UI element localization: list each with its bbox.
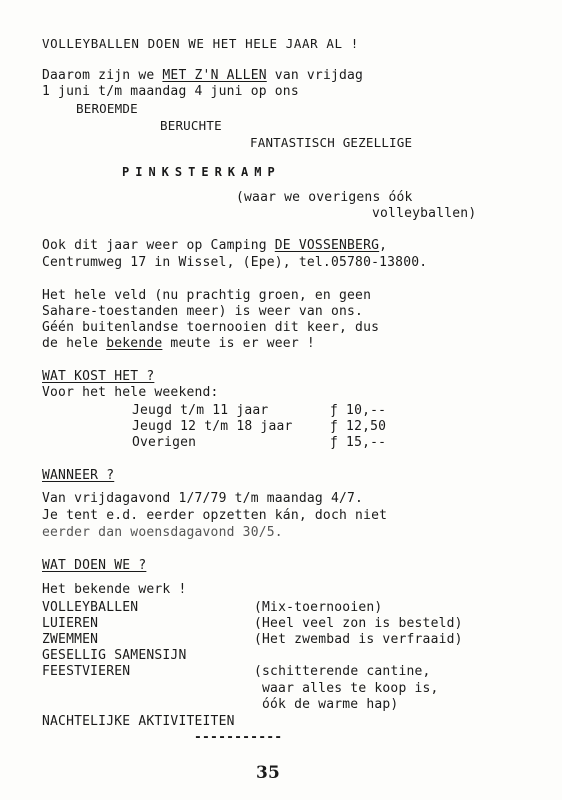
- activity-note: (Mix-toernooien): [254, 600, 383, 615]
- costs-heading: WAT KOST HET ?: [42, 369, 155, 384]
- activity-note: (Heel veel zon is besteld): [254, 616, 463, 631]
- camp-note-1: (waar we overigens óók: [236, 190, 413, 205]
- page-number: 35: [256, 763, 281, 783]
- activity-last: NACHTELIJKE AKTIVITEITEN: [42, 714, 235, 729]
- cost-price: ƒ 10,--: [330, 403, 387, 418]
- activity-note: (Het zwembad is verfraaid): [254, 632, 463, 647]
- activity-label: VOLLEYBALLEN: [42, 600, 139, 615]
- activity-label: LUIEREN: [42, 616, 99, 631]
- intro-line-1-pre: Daarom zijn we: [42, 68, 163, 83]
- page-heading: VOLLEYBALLEN DOEN WE HET HELE JAAR AL !: [42, 36, 359, 51]
- cost-price: ƒ 12,50: [330, 419, 387, 434]
- intro-line-2: 1 juni t/m maandag 4 juni op ons: [42, 84, 299, 99]
- cost-label: Overigen: [132, 435, 197, 450]
- activities-intro: Het bekende werk !: [42, 582, 187, 597]
- location-line-1: [42, 238, 387, 253]
- intro-highlight: MET Z'N ALLEN: [162, 68, 267, 83]
- intro-line-1: [42, 68, 363, 83]
- activity-label: ZWEMMEN: [42, 632, 99, 647]
- when-line-3: eerder dan woensdagavond 30/5.: [42, 525, 283, 540]
- camp-title: PINKSTERKAMP: [122, 165, 281, 179]
- location-line-1-pre: Ook dit jaar weer op Camping: [42, 238, 275, 253]
- camp-note-2: volleyballen): [372, 206, 477, 221]
- field-highlight: bekende: [106, 336, 163, 351]
- when-line-1: Van vrijdagavond 1/7/79 t/m maandag 4/7.: [42, 491, 364, 506]
- activity-label: GESELLIG SAMENSIJN: [42, 648, 187, 663]
- adjective-fantastic: FANTASTISCH GEZELLIGE: [250, 135, 413, 150]
- intro-line-1-post: van vrijdag: [266, 68, 364, 83]
- field-line-2: Sahare-toestanden meer) is weer van ons.: [42, 304, 364, 319]
- costs-subheading: Voor het hele weekend:: [42, 385, 219, 400]
- closing-divider: -----------: [194, 730, 283, 745]
- activity-note: (schitterende cantine,: [254, 664, 431, 679]
- when-line-2: Je tent e.d. eerder opzetten kán, doch niet: [42, 508, 388, 523]
- location-line-1-post: ,: [379, 238, 388, 253]
- cost-price: ƒ 15,--: [330, 435, 387, 450]
- field-line-1: Het hele veld (nu prachtig groen, en geen: [42, 288, 372, 303]
- activity-note-cont-2: óók de warme hap): [262, 697, 399, 712]
- campsite-name: DE VOSSENBERG: [274, 238, 380, 253]
- field-line-4: [42, 336, 315, 351]
- activity-note-cont-1: waar alles te koop is,: [262, 681, 439, 696]
- cost-label: Jeugd t/m 11 jaar: [132, 403, 269, 418]
- when-heading: WANNEER ?: [42, 468, 115, 483]
- field-line-4-post: meute is er weer !: [162, 336, 315, 351]
- adjective-notorious: BERUCHTE: [160, 118, 222, 133]
- activity-label: FEESTVIEREN: [42, 664, 131, 679]
- field-line-3: Géén buitenlandse toernooien dit keer, dus: [42, 320, 380, 335]
- adjective-famous: BEROEMDE: [76, 101, 138, 116]
- activities-heading: WAT DOEN WE ?: [42, 558, 147, 573]
- cost-label: Jeugd 12 t/m 18 jaar: [132, 419, 293, 434]
- field-line-4-pre: de hele: [42, 336, 107, 351]
- location-line-2: Centrumweg 17 in Wissel, (Epe), tel.05780-13800.: [42, 255, 428, 270]
